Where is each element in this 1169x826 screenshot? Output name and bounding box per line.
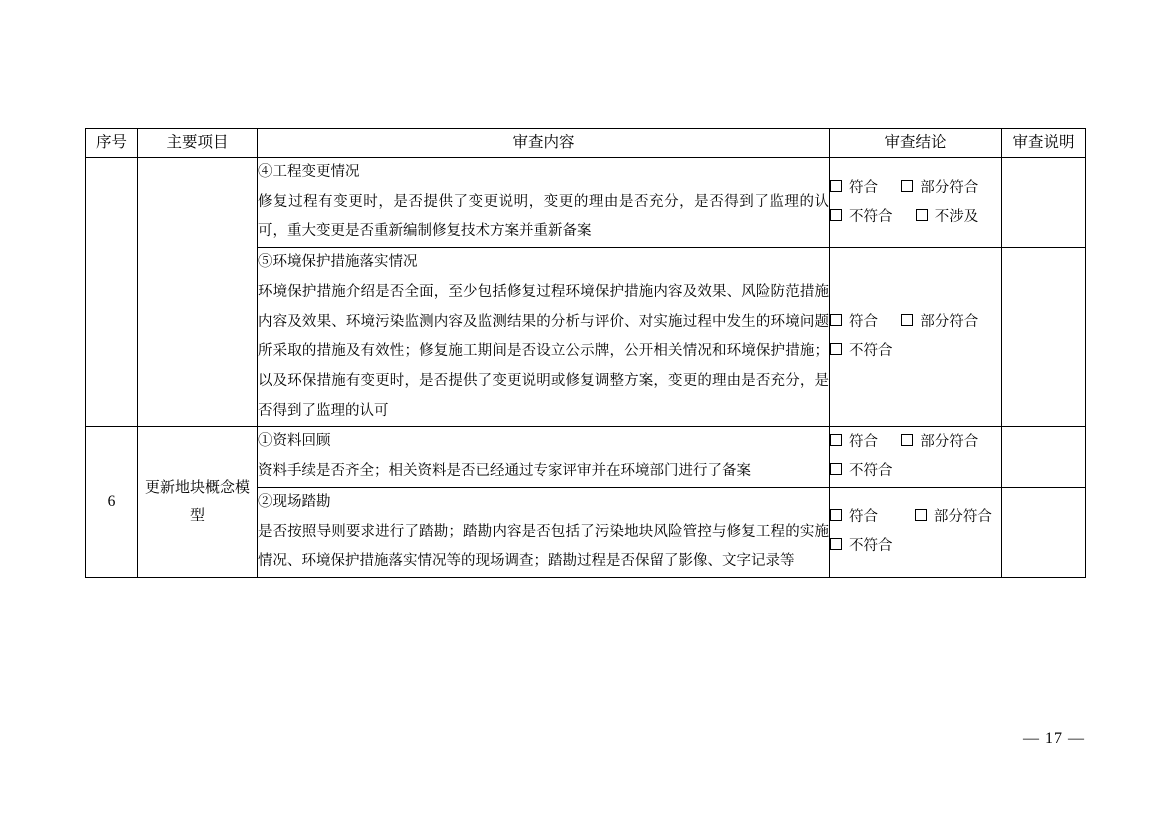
row-note-3[interactable] — [1002, 427, 1086, 487]
checkbox-option[interactable] — [916, 203, 979, 232]
row-note-4[interactable] — [1002, 487, 1086, 577]
row-conclusion-3 — [830, 427, 1002, 487]
checkbox-icon[interactable] — [916, 209, 928, 221]
page-number: — 17 — — [1023, 730, 1085, 747]
header-seq: 序号 — [86, 129, 138, 158]
row-seq-blank-1 — [86, 158, 138, 427]
checkbox-option[interactable] — [830, 337, 893, 366]
checkbox-option[interactable] — [901, 428, 978, 457]
option-label: 部分符合 — [920, 314, 979, 331]
table-row — [86, 158, 1086, 248]
option-label: 符合 — [849, 509, 878, 526]
header-item: 主要项目 — [138, 129, 258, 158]
header-note: 审查说明 — [1002, 129, 1086, 158]
option-label: 不符合 — [849, 343, 893, 360]
row-seq-6: 6 — [86, 427, 138, 578]
checkbox-icon[interactable] — [830, 180, 842, 192]
checkbox-icon[interactable] — [901, 314, 913, 326]
table-header-row — [86, 129, 1086, 158]
content-body-4: 是否按照导则要求进行了踏勘；踏勘内容是否包括了污染地块风险管控与修复工程的实施情况、环境保护措施落实情况等的现场调查；踏勘过程是否保留了影像、文字记录等 — [258, 523, 829, 570]
content-title-2: ⑤环境保护措施落实情况 — [258, 254, 418, 271]
checkbox-option[interactable] — [830, 308, 878, 337]
option-label: 部分符合 — [933, 509, 992, 526]
checkbox-icon[interactable] — [915, 509, 927, 521]
checkbox-option[interactable] — [915, 503, 992, 532]
content-body-2: 环境保护措施介绍是否全面，至少包括修复过程环境保护措施内容及效果、风险防范措施内容及效果、环境污染监测内容及监测结果的分析与评价、对实施过程中发生的环境问题所采取的措施及有效性；修复施工期间是否设立公示牌，公开相关情况和环境保护措施；以及环保措施有变更时，是否提供了变更说明或修复调整方案，变更的理由是否充分，是否得到了监理的认可 — [258, 283, 829, 419]
checkbox-icon[interactable] — [830, 509, 842, 521]
checkbox-option[interactable] — [901, 308, 978, 337]
content-title-4: ②现场踏勘 — [258, 493, 331, 510]
content-body-1: 修复过程有变更时，是否提供了变更说明，变更的理由是否充分，是否得到了监理的认可，重大变更是否重新编制修复技术方案并重新备案 — [258, 193, 829, 240]
content-title-3: ①资料回顾 — [258, 433, 331, 450]
checkbox-option[interactable] — [830, 203, 893, 232]
checkbox-icon[interactable] — [830, 343, 842, 355]
content-body-3: 资料手续是否齐全；相关资料是否已经通过专家评审并在环境部门进行了备案 — [258, 463, 751, 480]
row-conclusion-4 — [830, 487, 1002, 577]
header-conclusion: 审查结论 — [830, 129, 1002, 158]
checkbox-option[interactable] — [901, 174, 978, 203]
checkbox-icon[interactable] — [830, 314, 842, 326]
row-content-1 — [258, 158, 830, 248]
option-label: 不符合 — [849, 538, 893, 555]
row-content-3 — [258, 427, 830, 487]
option-label: 不符合 — [849, 208, 893, 225]
review-table — [85, 128, 1086, 578]
checkbox-icon[interactable] — [830, 538, 842, 550]
row-conclusion-2 — [830, 248, 1002, 427]
option-label: 部分符合 — [920, 434, 979, 451]
option-label: 符合 — [849, 179, 878, 196]
row-item-blank-1 — [138, 158, 258, 427]
checkbox-icon[interactable] — [901, 434, 913, 446]
option-label: 不符合 — [849, 463, 893, 480]
checkbox-icon[interactable] — [901, 180, 913, 192]
row-conclusion-1 — [830, 158, 1002, 248]
row-content-4 — [258, 487, 830, 577]
checkbox-option[interactable] — [830, 174, 878, 203]
row-item-6: 更新地块概念模型 — [138, 427, 258, 578]
checkbox-icon[interactable] — [830, 463, 842, 475]
checkbox-icon[interactable] — [830, 209, 842, 221]
row-note-1[interactable] — [1002, 158, 1086, 248]
checkbox-option[interactable] — [830, 428, 878, 457]
option-label: 不涉及 — [934, 208, 979, 225]
checkbox-option[interactable] — [830, 532, 893, 561]
row-note-2[interactable] — [1002, 248, 1086, 427]
content-title-1: ④工程变更情况 — [258, 164, 360, 180]
checkbox-option[interactable] — [830, 457, 893, 486]
checkbox-option[interactable] — [830, 503, 878, 532]
option-label: 符合 — [849, 314, 878, 331]
option-label: 部分符合 — [920, 179, 979, 196]
table-row — [86, 427, 1086, 487]
row-content-2 — [258, 248, 830, 427]
option-label: 符合 — [849, 434, 878, 451]
header-content: 审查内容 — [258, 129, 830, 158]
checkbox-icon[interactable] — [830, 434, 842, 446]
